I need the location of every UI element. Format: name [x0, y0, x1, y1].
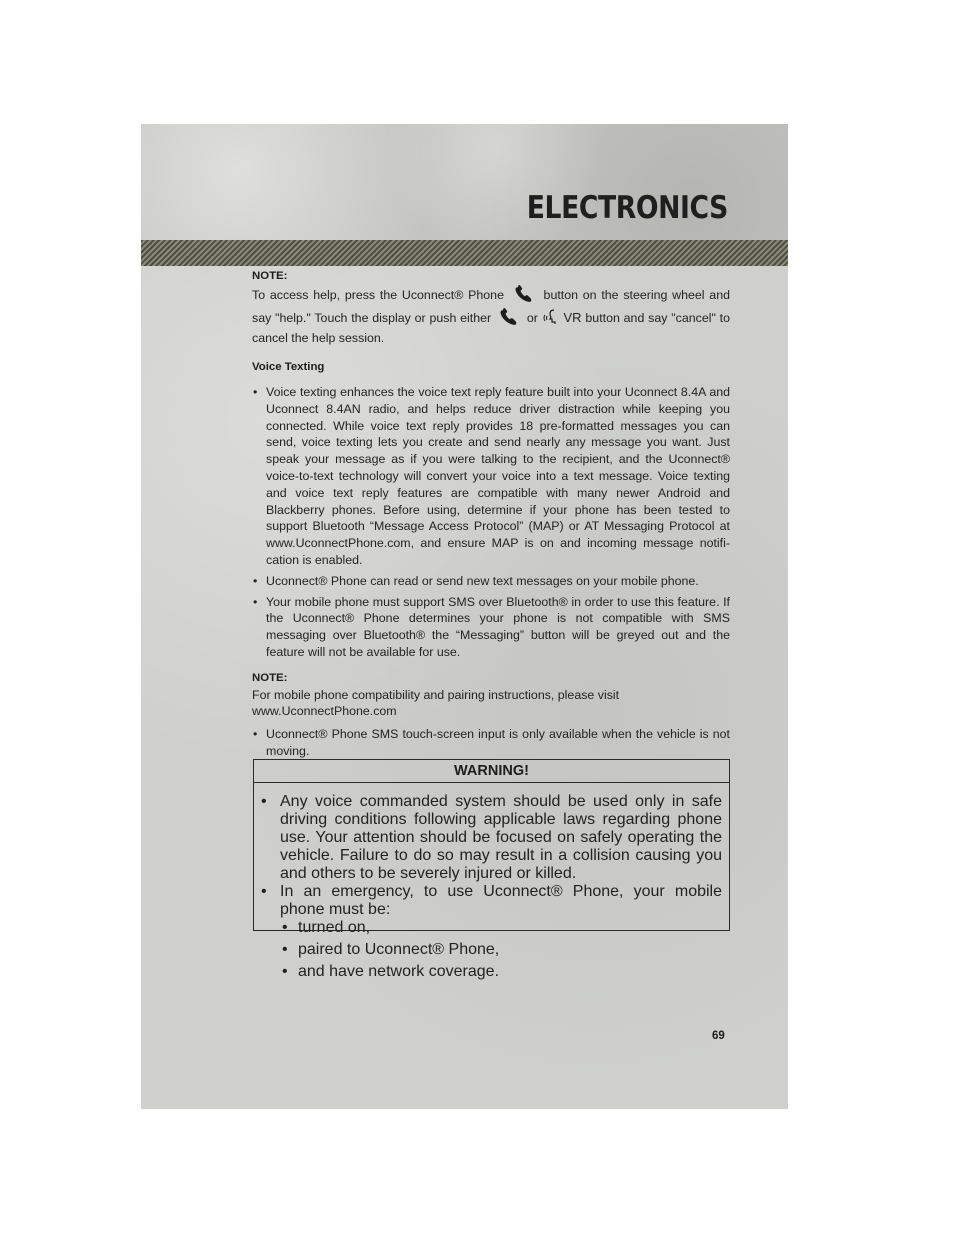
phone-icon: [495, 308, 523, 331]
page-title: ELECTRONICS: [526, 190, 728, 226]
list-item: • Any voice commanded system should be used only in safe driving conditions following applicable laws regarding phone use. Your attention should be focused on safely operating the vehicle. Failure to do so may result in a collision causing you and others to be severely injured or killed.: [260, 793, 722, 883]
header-banner: [141, 124, 788, 240]
warning-list: [260, 793, 722, 981]
vr-label: VR: [563, 309, 582, 325]
list-item: • Voice texting enhances the voice text reply feature built into your Uconnect 8.4A and Uconnect 8.4AN radio, and helps reduce driver distraction while keeping you connected. While voice text reply provides 18 pre-formatted messages you can send, voice texting lets you create and send nearly any message you want. Just speak your message as if you were talking to the recipient, and the Uconnect® voice-to-text technology will convert your voice into a text message. Voice texting and voice text reply features are compatible with many newer Android and Blackberry phones. Before using, determine if your phone has been tested to support Bluetooth “Message Access Protocol” (MAP) or AT Messaging Protocol at www.UconnectPhone.com, and ensure MAP is on and incoming message notifi-cation is enabled.: [252, 384, 730, 569]
list-item: • Your mobile phone must support SMS over Bluetooth® in order to use this feature. If the Uconnect® Phone determines your phone is not compatible with SMS messaging over Bluetooth® the “Messaging” button will be greyed out and the feature will not be available for use.: [252, 594, 730, 661]
warning-item-text: In an emergency, to use Uconnect® Phone, your mobile phone must be:: [280, 883, 722, 918]
note-text: [252, 285, 730, 347]
note-text-part: To access help, press the Uconnect® Phone: [252, 287, 504, 302]
list-item: [260, 883, 722, 981]
note-text-part: or: [526, 310, 538, 325]
note-link: www.UconnectPhone.com: [252, 704, 397, 719]
sub-list-item: • paired to Uconnect® Phone,: [280, 941, 722, 959]
note-text-part: button on the steering wheel and say "help." Touch the display or push either: [252, 287, 730, 325]
note-heading: NOTE:: [252, 270, 288, 282]
sms-list: [252, 726, 730, 760]
note-heading: NOTE:: [252, 671, 288, 684]
section-heading: Voice Texting: [252, 361, 325, 374]
warning-box: [253, 759, 730, 980]
phone-icon: [509, 285, 539, 308]
voice-recognition-icon: [542, 308, 560, 331]
list-item: • Uconnect® Phone SMS touch-screen input is only available when the vehicle is not moving.: [252, 726, 730, 760]
note-block-2: [252, 670, 730, 720]
warning-sublist: [280, 919, 722, 981]
warning-title: WARNING!: [254, 760, 729, 783]
voice-texting-list: [252, 384, 730, 661]
note-block: [252, 268, 730, 347]
page-number: 69: [712, 1030, 725, 1042]
list-item: • Uconnect® Phone can read or send new text messages on your mobile phone.: [252, 573, 730, 590]
content-body: [252, 268, 730, 764]
decorative-stripe: [141, 240, 788, 266]
note-text-part: button and say "cancel" to cancel the help session.: [252, 310, 731, 346]
note-text: For mobile phone compatibility and pairing instructions, please visit: [252, 687, 620, 702]
sub-list-item: • and have network coverage.: [280, 963, 722, 981]
sub-list-item: • turned on,: [280, 919, 722, 937]
